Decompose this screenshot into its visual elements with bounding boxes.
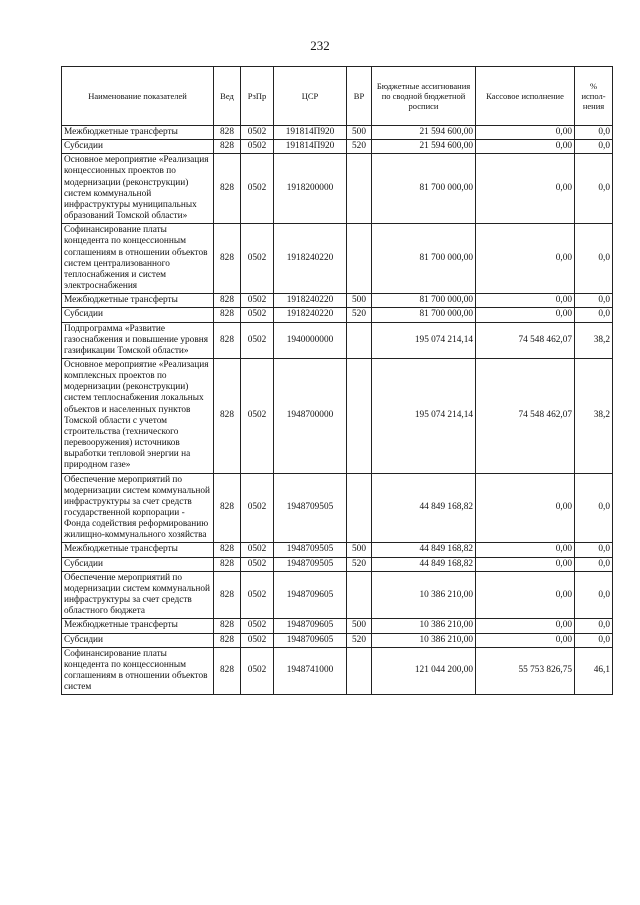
row-budget: 21 594 600,00 [372,126,476,140]
row-vr: 520 [347,308,372,322]
row-vr: 520 [347,140,372,154]
row-rzpr: 0502 [241,557,274,571]
row-ved: 828 [214,154,241,224]
row-pct: 0,0 [575,557,613,571]
table-row [62,322,613,358]
row-rzpr: 0502 [241,358,274,473]
table-row [62,224,613,294]
row-ved: 828 [214,647,241,695]
row-rzpr: 0502 [241,154,274,224]
row-csr: 1918240220 [274,294,347,308]
row-csr: 1948709505 [274,543,347,557]
row-vr [347,224,372,294]
row-cash: 0,00 [476,633,575,647]
table-row [62,473,613,543]
row-name: Обеспечение мероприятий по модернизации систем коммунальной инфраструктуры за счет средств государственной корпорации - Фонда содействия реформированию жилищно-коммунального хозяйства [62,473,214,543]
row-ved: 828 [214,571,241,619]
row-cash: 74 548 462,07 [476,358,575,473]
row-cash: 0,00 [476,571,575,619]
row-name: Субсидии [62,633,214,647]
row-budget: 21 594 600,00 [372,140,476,154]
row-vr [347,322,372,358]
row-ved: 828 [214,126,241,140]
row-cash: 74 548 462,07 [476,322,575,358]
row-cash: 0,00 [476,557,575,571]
row-vr: 520 [347,557,372,571]
row-budget: 81 700 000,00 [372,224,476,294]
row-vr: 500 [347,126,372,140]
header-ved: Вед [214,67,241,126]
row-csr: 1940000000 [274,322,347,358]
header-csr: ЦСР [274,67,347,126]
row-ved: 828 [214,322,241,358]
row-rzpr: 0502 [241,294,274,308]
table-row [62,126,613,140]
row-vr [347,571,372,619]
row-pct: 0,0 [575,473,613,543]
row-budget: 44 849 168,82 [372,557,476,571]
row-pct: 0,0 [575,294,613,308]
row-cash: 0,00 [476,294,575,308]
row-csr: 1948709505 [274,473,347,543]
row-ved: 828 [214,543,241,557]
row-name: Основное мероприятие «Реализация концессионных проектов по модернизации (реконструкции) систем коммунальной инфраструктуры муниципальных образований Томской области» [62,154,214,224]
row-vr [347,154,372,224]
table-header-row [62,67,613,126]
row-pct: 0,0 [575,543,613,557]
row-cash: 0,00 [476,126,575,140]
row-ved: 828 [214,224,241,294]
row-vr: 500 [347,619,372,633]
table-row [62,571,613,619]
header-name: Наименование показателей [62,67,214,126]
row-rzpr: 0502 [241,308,274,322]
row-csr: 1948700000 [274,358,347,473]
page-number: 232 [310,38,330,53]
row-csr: 191814П920 [274,140,347,154]
table-row [62,140,613,154]
row-cash: 0,00 [476,224,575,294]
row-name: Обеспечение мероприятий по модернизации систем коммунальной инфраструктуры за счет средств областного бюджета [62,571,214,619]
row-csr: 1948709505 [274,557,347,571]
row-name: Межбюджетные трансферты [62,126,214,140]
row-csr: 1918240220 [274,308,347,322]
table-row [62,358,613,473]
header-cash: Кассовое исполнение [476,67,575,126]
row-csr: 1948709605 [274,633,347,647]
row-name: Софинансирование платы концедента по концессионным соглашениям в отношении объектов систем централизованного теплоснабжения и систем электроснабжения [62,224,214,294]
row-pct: 0,0 [575,154,613,224]
row-rzpr: 0502 [241,543,274,557]
header-pct: % испол-нения [575,67,613,126]
row-name: Субсидии [62,308,214,322]
row-csr: 1948709605 [274,571,347,619]
row-cash: 0,00 [476,140,575,154]
row-name: Софинансирование платы концедента по концессионным соглашениям в отношении объектов систем [62,647,214,695]
table-row [62,154,613,224]
row-name: Субсидии [62,140,214,154]
row-name: Межбюджетные трансферты [62,294,214,308]
row-name: Субсидии [62,557,214,571]
row-name: Межбюджетные трансферты [62,543,214,557]
row-pct: 0,0 [575,126,613,140]
row-budget: 121 044 200,00 [372,647,476,695]
table-row [62,619,613,633]
header-vr: ВР [347,67,372,126]
row-pct: 46,1 [575,647,613,695]
row-vr [347,358,372,473]
row-name: Межбюджетные трансферты [62,619,214,633]
row-vr: 500 [347,294,372,308]
row-budget: 10 386 210,00 [372,571,476,619]
row-rzpr: 0502 [241,322,274,358]
row-pct: 0,0 [575,633,613,647]
row-csr: 1948741000 [274,647,347,695]
row-cash: 0,00 [476,473,575,543]
table-row [62,633,613,647]
row-budget: 10 386 210,00 [372,633,476,647]
row-pct: 0,0 [575,140,613,154]
row-rzpr: 0502 [241,647,274,695]
table-row [62,557,613,571]
row-rzpr: 0502 [241,571,274,619]
row-ved: 828 [214,294,241,308]
row-rzpr: 0502 [241,619,274,633]
row-cash: 55 753 826,75 [476,647,575,695]
row-rzpr: 0502 [241,140,274,154]
table-row [62,647,613,695]
row-csr: 1918240220 [274,224,347,294]
row-budget: 81 700 000,00 [372,308,476,322]
row-vr: 520 [347,633,372,647]
row-csr: 191814П920 [274,126,347,140]
row-budget: 81 700 000,00 [372,294,476,308]
row-ved: 828 [214,308,241,322]
row-pct: 0,0 [575,224,613,294]
table-row [62,294,613,308]
row-rzpr: 0502 [241,473,274,543]
row-csr: 1918200000 [274,154,347,224]
row-cash: 0,00 [476,154,575,224]
row-ved: 828 [214,633,241,647]
row-name: Подпрограмма «Развитие газоснабжения и повышение уровня газификации Томской области» [62,322,214,358]
row-pct: 0,0 [575,308,613,322]
row-csr: 1948709605 [274,619,347,633]
row-rzpr: 0502 [241,126,274,140]
row-cash: 0,00 [476,308,575,322]
row-vr: 500 [347,543,372,557]
row-vr [347,473,372,543]
row-budget: 44 849 168,82 [372,473,476,543]
header-rzpr: РзПр [241,67,274,126]
table-row [62,308,613,322]
row-ved: 828 [214,473,241,543]
row-budget: 195 074 214,14 [372,358,476,473]
budget-execution-table [61,66,613,695]
row-budget: 195 074 214,14 [372,322,476,358]
row-pct: 0,0 [575,619,613,633]
table-row [62,543,613,557]
row-cash: 0,00 [476,619,575,633]
row-budget: 10 386 210,00 [372,619,476,633]
row-rzpr: 0502 [241,224,274,294]
row-budget: 44 849 168,82 [372,543,476,557]
row-rzpr: 0502 [241,633,274,647]
row-cash: 0,00 [476,543,575,557]
header-budget: Бюджетные ассигнования по сводной бюджетной росписи [372,67,476,126]
row-ved: 828 [214,557,241,571]
row-ved: 828 [214,140,241,154]
row-pct: 0,0 [575,571,613,619]
row-vr [347,647,372,695]
row-pct: 38,2 [575,358,613,473]
row-ved: 828 [214,619,241,633]
row-pct: 38,2 [575,322,613,358]
row-budget: 81 700 000,00 [372,154,476,224]
row-ved: 828 [214,358,241,473]
row-name: Основное мероприятие «Реализация комплексных проектов по модернизации (реконструкции) систем теплоснабжения локальных объектов и населенных пунктов Томской области с учетом строительства (технического перевооружения) источников выработки тепловой энергии на природном газе» [62,358,214,473]
